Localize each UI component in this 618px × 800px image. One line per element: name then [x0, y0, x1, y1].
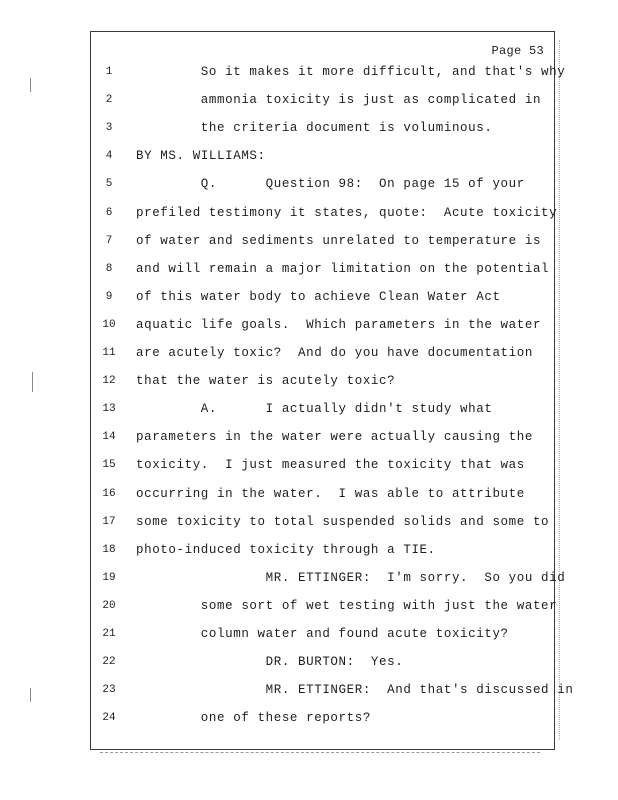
line-number: 10: [102, 318, 116, 331]
transcript-line-text: of this water body to achieve Clean Water Act: [136, 289, 501, 304]
line-number: 4: [105, 150, 113, 163]
line-number: 21: [102, 628, 116, 640]
line-number: 20: [102, 599, 116, 612]
line-number: 2: [105, 94, 113, 107]
transcript-line-text: some sort of wet testing with just the water: [136, 598, 558, 613]
transcript-line-text: DR. BURTON: Yes.: [136, 655, 404, 670]
transcript-line-text: aquatic life goals. Which parameters in the water: [136, 317, 542, 332]
scan-speck: [32, 372, 33, 392]
transcript-line-text: the criteria document is voluminous.: [136, 121, 493, 136]
scan-speck: [30, 688, 31, 702]
transcript-line-text: So it makes it more difficult, and that's why: [136, 65, 566, 79]
scan-edge-dots: [559, 40, 560, 740]
transcript-line-text: that the water is acutely toxic?: [136, 374, 396, 389]
transcript-line-text: parameters in the water were actually causing the: [136, 430, 533, 445]
transcript-line-text: and will remain a major limitation on the potential: [136, 261, 550, 276]
transcript-line-text: column water and found acute toxicity?: [136, 627, 509, 641]
transcript-line-text: Q. Question 98: On page 15 of your: [136, 177, 525, 192]
transcript-line-text: prefiled testimony it states, quote: Acute toxicity: [136, 205, 558, 220]
line-number: 7: [105, 234, 113, 247]
transcript-line-text: occurring in the water. I was able to attribute: [136, 486, 525, 501]
transcript-line-text: are acutely toxic? And do you have documentation: [136, 346, 533, 360]
line-number: 12: [102, 375, 116, 388]
line-number: 16: [102, 487, 116, 500]
line-number: 1: [105, 66, 113, 78]
transcript-page-frame: [90, 31, 558, 750]
line-number: 17: [102, 515, 116, 528]
transcript-line-text: ammonia toxicity is just as complicated in: [136, 93, 542, 108]
transcript-line-text: toxicity. I just measured the toxicity that was: [136, 458, 525, 473]
line-number: 24: [102, 712, 116, 725]
transcript-line-text: photo-induced toxicity through a TIE.: [136, 542, 436, 557]
line-number: 19: [102, 571, 116, 584]
scan-speck: [30, 78, 31, 92]
transcript-line-text: MR. ETTINGER: I'm sorry. So you did: [136, 570, 566, 585]
transcript-line-text: A. I actually didn't study what: [136, 402, 493, 417]
line-number: 13: [102, 403, 116, 416]
line-number: 9: [105, 290, 113, 303]
line-number: 6: [105, 206, 113, 219]
line-number: 18: [102, 543, 116, 556]
scan-bottom-dash: [100, 752, 540, 753]
line-number: 14: [102, 431, 116, 444]
line-number: 23: [102, 684, 116, 697]
transcript-line-text: BY MS. WILLIAMS:: [136, 149, 266, 164]
line-number: 15: [102, 459, 116, 472]
page-number: Page 53: [491, 44, 544, 58]
line-number: 11: [102, 347, 116, 359]
line-number: 3: [105, 122, 113, 135]
transcript-line-text: some toxicity to total suspended solids and some to: [136, 514, 550, 529]
line-number: 22: [102, 656, 116, 669]
line-number: 5: [105, 178, 113, 191]
transcript-line-text: MR. ETTINGER: And that's discussed in: [136, 683, 574, 698]
transcript-line-text: of water and sediments unrelated to temperature is: [136, 233, 542, 248]
transcript-line-text: one of these reports?: [136, 711, 371, 726]
line-number: 8: [105, 262, 113, 275]
